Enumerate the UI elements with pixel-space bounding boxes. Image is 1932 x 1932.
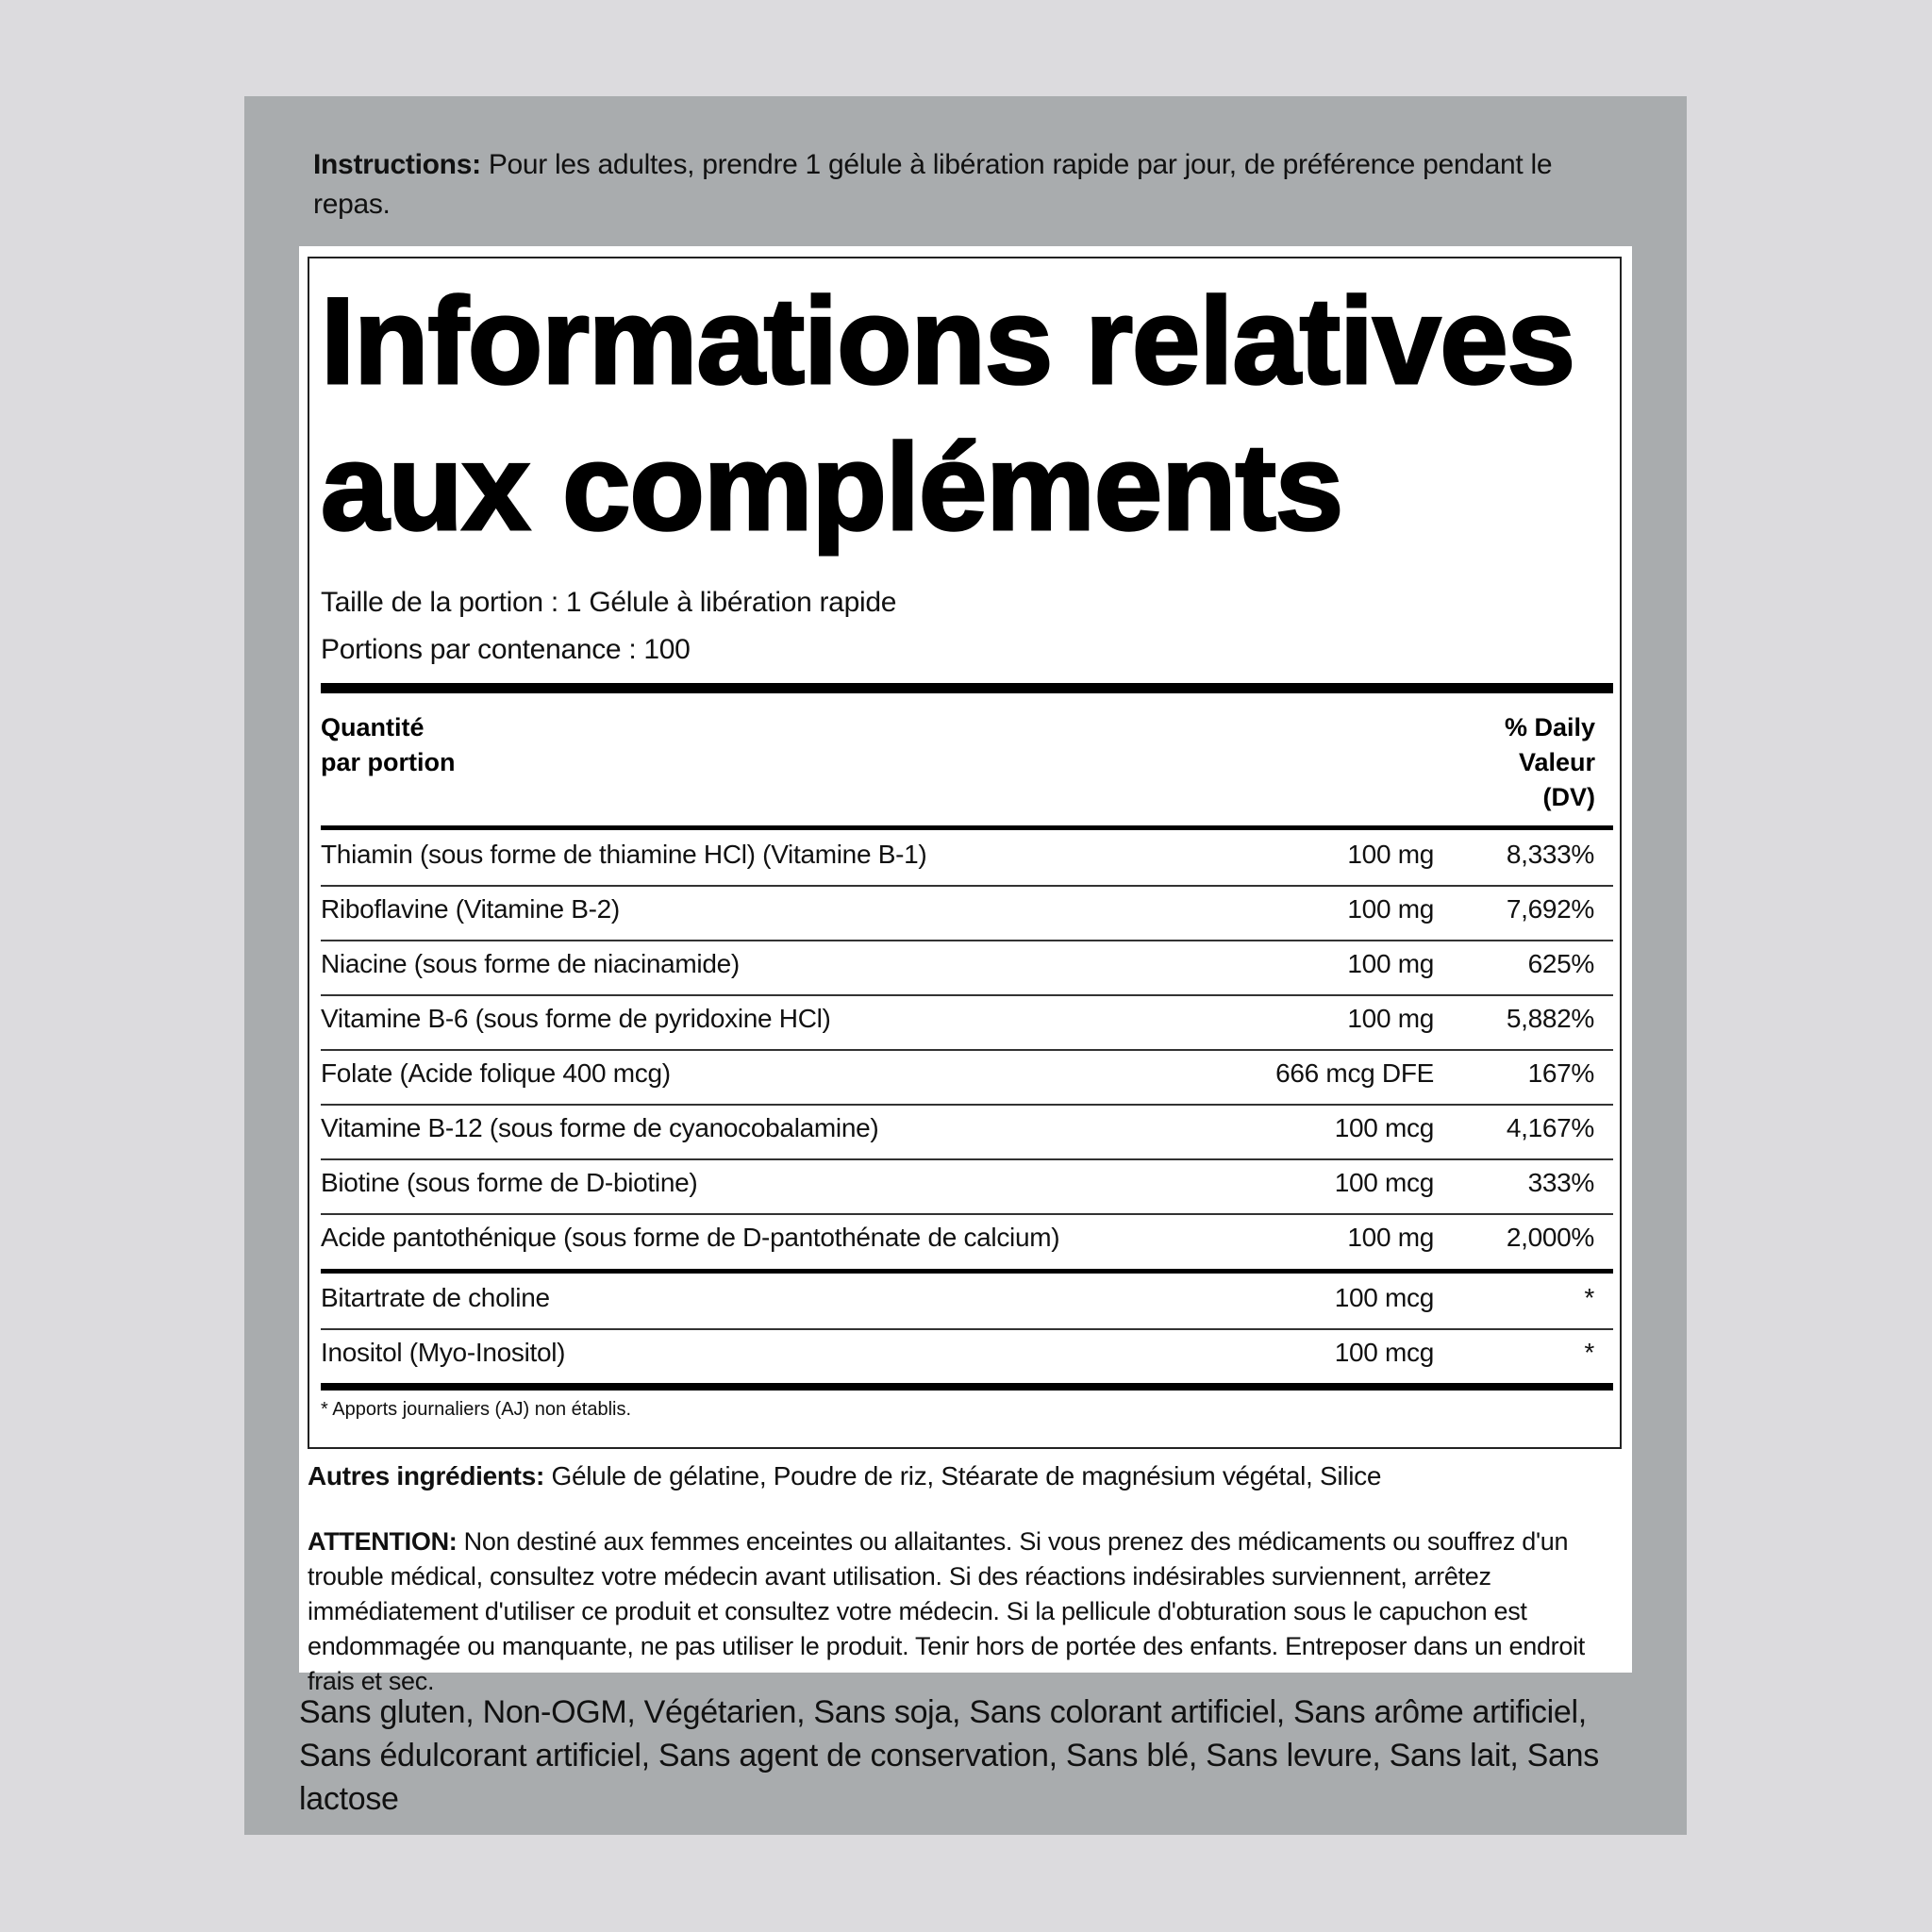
nutrient-dv: 8,333% [1506, 840, 1594, 869]
nutrient-dv: 4,167% [1506, 1113, 1594, 1142]
amount-header-line-1: Quantité [321, 713, 425, 741]
servings-per-container: Portions par contenance : 100 [321, 634, 691, 665]
nutrient-amount: 100 mcg [1334, 1113, 1434, 1142]
nutrient-amount: 666 mcg DFE [1275, 1058, 1434, 1088]
dv-header-line-3: (DV) [1542, 783, 1595, 811]
label-panel [244, 96, 1687, 1835]
footnote: * Apports journaliers (AJ) non établis. [321, 1399, 632, 1420]
nutrient-name: Inositol (Myo-Inositol) [321, 1338, 566, 1367]
nutrient-dv: 7,692% [1506, 894, 1594, 924]
facts-title: Informations relatives aux compléments [321, 272, 1574, 556]
instructions-body: Pour les adultes, prendre 1 gélule à libération rapide par jour, de préférence pendant le repas. [313, 149, 1553, 220]
bottom-divider [321, 1383, 1613, 1391]
dv-header [1441, 710, 1595, 815]
other-ingredients-text: Gélule de gélatine, Poudre de riz, Stéarate de magnésium végétal, Silice [544, 1461, 1382, 1491]
nutrient-dv: * [1584, 1338, 1594, 1367]
nutrient-name: Niacine (sous forme de niacinamide) [321, 949, 740, 978]
nutrient-row [321, 1328, 1613, 1383]
nutrient-amount: 100 mg [1347, 1004, 1434, 1033]
nutrient-amount: 100 mcg [1334, 1283, 1434, 1312]
nutrient-dv: 5,882% [1506, 1004, 1594, 1033]
amount-header-line-2: par portion [321, 748, 456, 776]
nutrient-dv: * [1584, 1283, 1594, 1312]
instructions-label: Instructions: [313, 149, 481, 180]
other-ingredients-label: Autres ingrédients: [308, 1461, 545, 1491]
nutrient-amount: 100 mg [1347, 1223, 1434, 1252]
dv-header-line-1: % Daily [1504, 713, 1595, 741]
nutrient-row [321, 1158, 1613, 1215]
attention-warning [308, 1524, 1624, 1699]
nutrient-row [321, 940, 1613, 996]
nutrient-row [321, 885, 1613, 941]
amount-header [321, 710, 456, 780]
nutrient-row [321, 1049, 1613, 1106]
nutrient-name: Riboflavine (Vitamine B-2) [321, 894, 620, 924]
attention-label: ATTENTION: [308, 1527, 458, 1556]
instructions-text [313, 145, 1596, 225]
nutrient-name: Bitartrate de choline [321, 1283, 550, 1312]
other-ingredients [308, 1461, 1628, 1491]
supplement-facts-box [308, 257, 1622, 1449]
nutrient-row [321, 1104, 1613, 1160]
nutrient-name: Vitamine B-6 (sous forme de pyridoxine HCl) [321, 1004, 831, 1033]
nutrient-name: Biotine (sous forme de D-biotine) [321, 1168, 698, 1197]
nutrient-dv: 2,000% [1506, 1223, 1594, 1252]
nutrient-name: Thiamin (sous forme de thiamine HCl) (Vitamine B-1) [321, 840, 927, 869]
nutrient-row [321, 1274, 1613, 1330]
nutrient-amount: 100 mcg [1334, 1338, 1434, 1367]
attention-text: Non destiné aux femmes enceintes ou allaitantes. Si vous prenez des médicaments ou souffrez d'un trouble médical, consultez votre médecin avant utilisation. Si des réactions indésirables surviennent, arrêtez immédiatement d'utiliser ce produit et consultez votre médecin. Si la pellicule d'obturation sous le capuchon est endommagée ou manquante, ne pas utiliser le produit. Tenir hors de portée des enfants. Entreposer dans un endroit frais et sec. [308, 1527, 1585, 1695]
nutrient-dv: 625% [1527, 949, 1594, 978]
nutrient-amount: 100 mg [1347, 840, 1434, 869]
label-card [299, 246, 1632, 1695]
dv-header-line-2: Valeur [1518, 748, 1595, 776]
nutrient-name: Folate (Acide folique 400 mcg) [321, 1058, 671, 1088]
nutrient-dv: 333% [1527, 1168, 1594, 1197]
nutrient-amount: 100 mg [1347, 894, 1434, 924]
nutrient-amount: 100 mg [1347, 949, 1434, 978]
nutrient-name: Vitamine B-12 (sous forme de cyanocobalamine) [321, 1113, 879, 1142]
nutrient-row [321, 1213, 1613, 1268]
thick-divider [321, 683, 1613, 693]
free-from-claims: Sans gluten, Non-OGM, Végétarien, Sans soja, Sans colorant artificiel, Sans arôme artificiel, Sans édulcorant artificiel, Sans agent de conservation, Sans blé, Sans levure, Sans lait, Sans lactose [299, 1694, 1599, 1817]
serving-size: Taille de la portion : 1 Gélule à libération rapide [321, 587, 897, 618]
nutrient-dv: 167% [1527, 1058, 1594, 1088]
nutrient-name: Acide pantothénique (sous forme de D-pantothénate de calcium) [321, 1223, 1060, 1252]
nutrient-amount: 100 mcg [1334, 1168, 1434, 1197]
nutrient-row [321, 830, 1613, 887]
nutrient-row [321, 994, 1613, 1051]
